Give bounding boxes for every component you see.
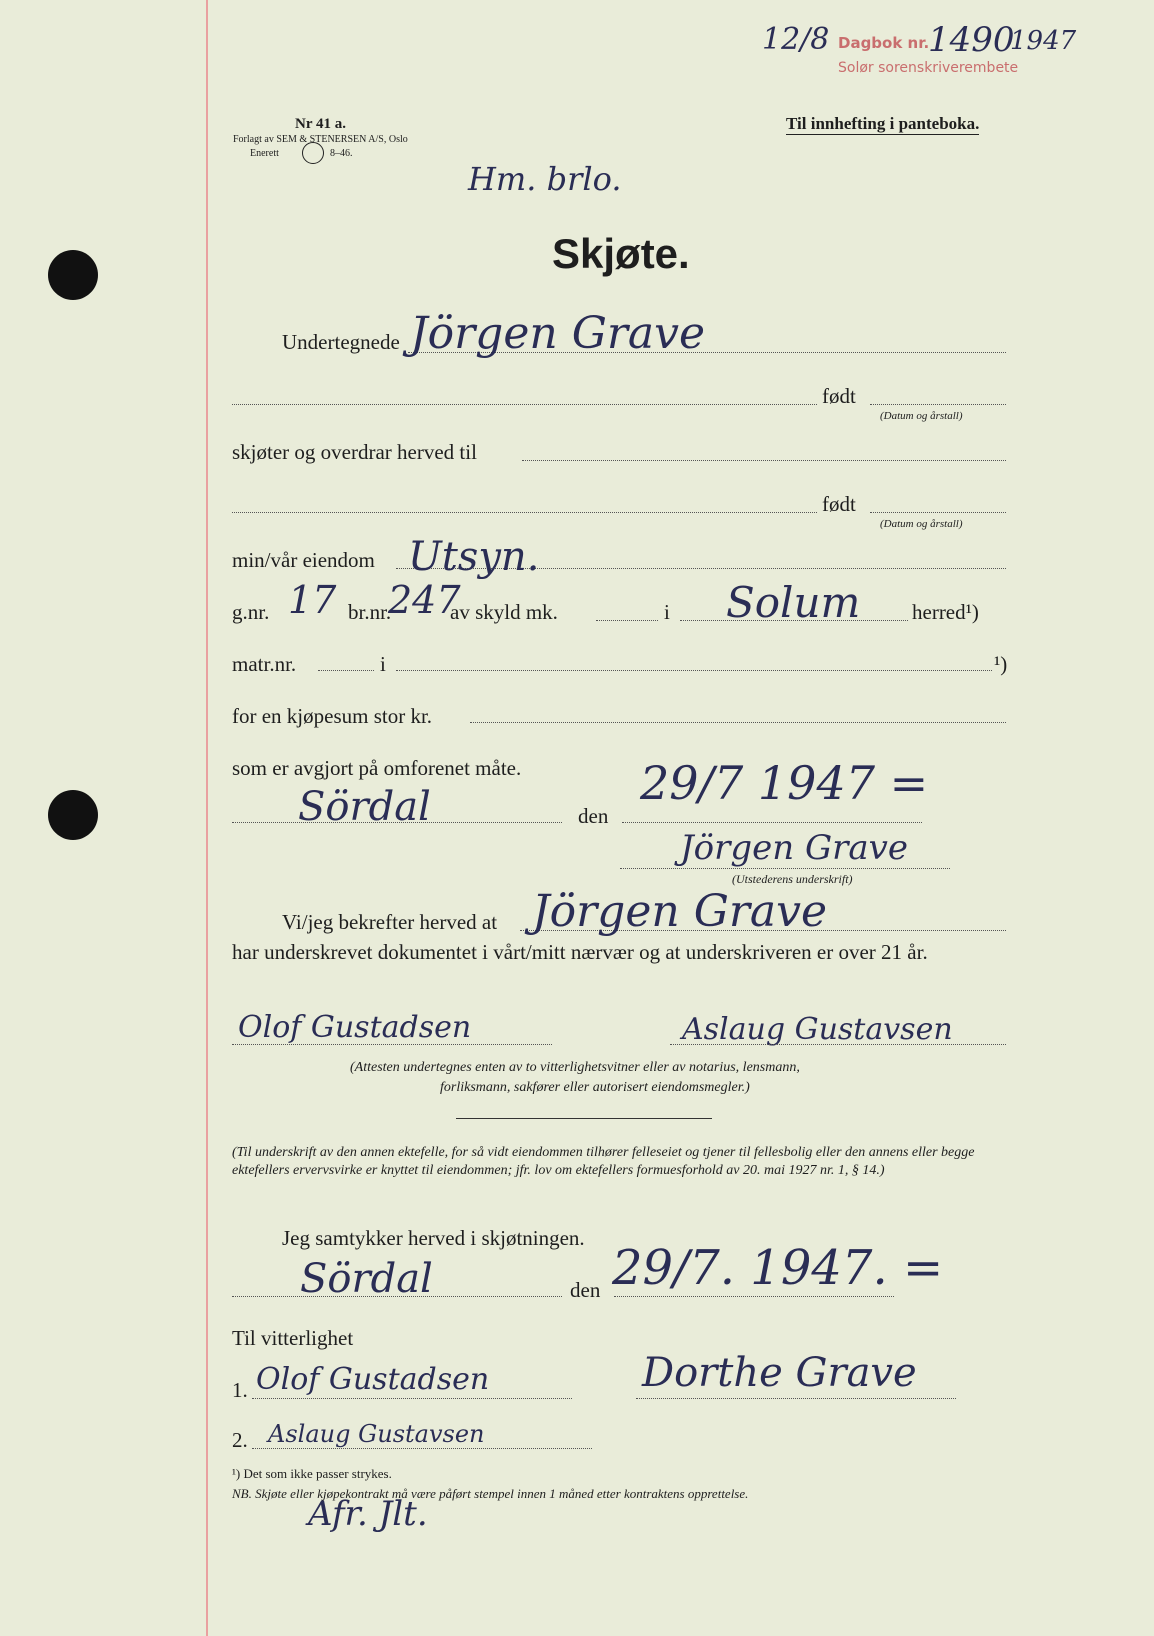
kjopesum-label: for en kjøpesum stor kr. xyxy=(232,704,433,728)
datum-hint-1: (Datum og årstall) xyxy=(880,410,963,422)
herred-value: Solum xyxy=(726,578,861,627)
dotted-line xyxy=(614,1296,894,1297)
seller-signature: Jörgen Grave xyxy=(680,828,908,868)
brnr-value: 247 xyxy=(388,578,461,622)
dotted-line xyxy=(232,1296,562,1297)
dotted-line xyxy=(232,822,562,823)
seller-name: Jörgen Grave xyxy=(410,308,706,359)
footnote-nb: NB. Skjøte eller kjøpekontrakt må være påført stempel innen 1 måned etter kontraktens opprettelse. xyxy=(232,1486,749,1501)
divider xyxy=(456,1118,712,1119)
form-date: 8–46. xyxy=(330,148,353,159)
stamp-office: Solør sorenskriverembete xyxy=(838,60,1019,76)
vitterlighet-2-signature: Aslaug Gustavsen xyxy=(268,1420,485,1448)
stamp-dagbok-number: 1490 xyxy=(928,20,1015,60)
vitterlighet-label: Til vitterlighet xyxy=(232,1326,354,1350)
dotted-line xyxy=(522,460,1006,461)
fodt-label-2: født xyxy=(822,492,856,516)
underskrevet-text: har underskrevet dokumentet i vårt/mitt nærvær og at underskriveren er over 21 år. xyxy=(232,940,928,964)
den-label-1: den xyxy=(578,804,609,828)
i-label-2: i xyxy=(380,652,386,676)
date-2: 29/7. 1947. = xyxy=(612,1240,944,1296)
dotted-line xyxy=(252,1398,572,1399)
dotted-line xyxy=(870,404,1006,405)
attest-note-line1: (Attesten undertegnes enten av to vitterlighetsvitner eller av notarius, lensmann, xyxy=(350,1060,800,1075)
instruction-text: Til innhefting i panteboka. xyxy=(786,114,980,133)
bekrefter-name: Jörgen Grave xyxy=(532,886,828,937)
herred-label: herred¹) xyxy=(912,600,979,624)
gnr-value: 17 xyxy=(288,578,337,622)
witness-1-signature: Olof Gustadsen xyxy=(238,1010,472,1045)
punch-hole-icon xyxy=(48,790,98,840)
witness-2-signature: Aslaug Gustavsen xyxy=(682,1012,953,1047)
dotted-line xyxy=(232,1044,552,1045)
margin-line xyxy=(206,0,208,1636)
vitterlighet-num-2: 2. xyxy=(232,1428,248,1452)
gnr-label: g.nr. xyxy=(232,600,270,624)
matr-label: matr.nr. xyxy=(232,652,297,676)
form-number: Nr 41 a. xyxy=(295,116,346,132)
dotted-line xyxy=(232,404,817,405)
place-1: Sördal xyxy=(298,784,431,830)
dotted-line xyxy=(622,822,922,823)
publisher-line: Forlagt av SEM & STENERSEN A/S, Oslo xyxy=(233,134,408,145)
bottom-initials: Afr. Jlt. xyxy=(308,1494,428,1534)
spouse-note: (Til underskrift av den annen ektefelle, for så vidt eiendommen tilhører felleseiet og tjener til fellesbolig eller den annens eller begge ektefellers ervervsvirke er knyttet til eiendommen; jfr. lov om ektefellers formuesforhold av 20. mai 1927 nr. 1, § 14.) xyxy=(232,1145,975,1179)
samtykker-label: Jeg samtykker herved i skjøtningen. xyxy=(282,1226,585,1250)
punch-hole-icon xyxy=(48,250,98,300)
avgjort-label: som er avgjort på omforenet måte. xyxy=(232,756,522,780)
eiendom-label: min/vår eiendom xyxy=(232,548,375,572)
spouse-signature: Dorthe Grave xyxy=(642,1350,917,1396)
den-label-2: den xyxy=(570,1278,601,1302)
dotted-line xyxy=(232,512,817,513)
enerett-label: Enerett xyxy=(250,148,279,159)
place-2: Sördal xyxy=(300,1256,433,1302)
footnote-1: ¹) Det som ikke passer strykes. xyxy=(232,1466,392,1481)
i-label-1: i xyxy=(664,600,670,624)
dotted-line xyxy=(396,670,992,671)
bekrefter-label: Vi/jeg bekrefter herved at xyxy=(282,910,498,934)
dotted-line xyxy=(620,868,950,869)
dotted-line xyxy=(596,620,658,621)
handwritten-top-note: Hm. brlo. xyxy=(468,160,622,198)
skjoter-label: skjøter og overdrar herved til xyxy=(232,440,477,464)
stamp-dagbok-label: Dagbok nr. xyxy=(838,34,930,52)
stamp-date: 12/8 xyxy=(762,22,830,57)
vitterlighet-1-signature: Olof Gustadsen xyxy=(256,1362,490,1397)
date-1: 29/7 1947 = xyxy=(640,756,929,810)
dotted-line xyxy=(318,670,374,671)
eiendom-value: Utsyn. xyxy=(408,534,540,580)
vitterlighet-num-1: 1. xyxy=(232,1378,248,1402)
page-title: Skjøte. xyxy=(552,230,690,277)
dotted-line xyxy=(636,1398,956,1399)
dotted-line xyxy=(252,1448,592,1449)
publisher-logo-icon xyxy=(302,142,324,164)
stamp-year: 1947 xyxy=(1010,26,1077,56)
matr-suffix: ¹) xyxy=(994,652,1008,676)
dotted-line xyxy=(870,512,1006,513)
attest-note-line2: forliksmann, sakfører eller autorisert eiendomsmegler.) xyxy=(440,1080,750,1095)
undertegnede-label: Undertegnede xyxy=(282,330,400,354)
skyld-label: av skyld mk. xyxy=(450,600,558,624)
dotted-line xyxy=(470,722,1006,723)
signature-hint: (Utstederens underskrift) xyxy=(732,872,853,886)
datum-hint-2: (Datum og årstall) xyxy=(880,518,963,530)
dotted-line xyxy=(670,1044,1006,1045)
fodt-label-1: født xyxy=(822,384,856,408)
brnr-label: br.nr. xyxy=(348,600,392,624)
